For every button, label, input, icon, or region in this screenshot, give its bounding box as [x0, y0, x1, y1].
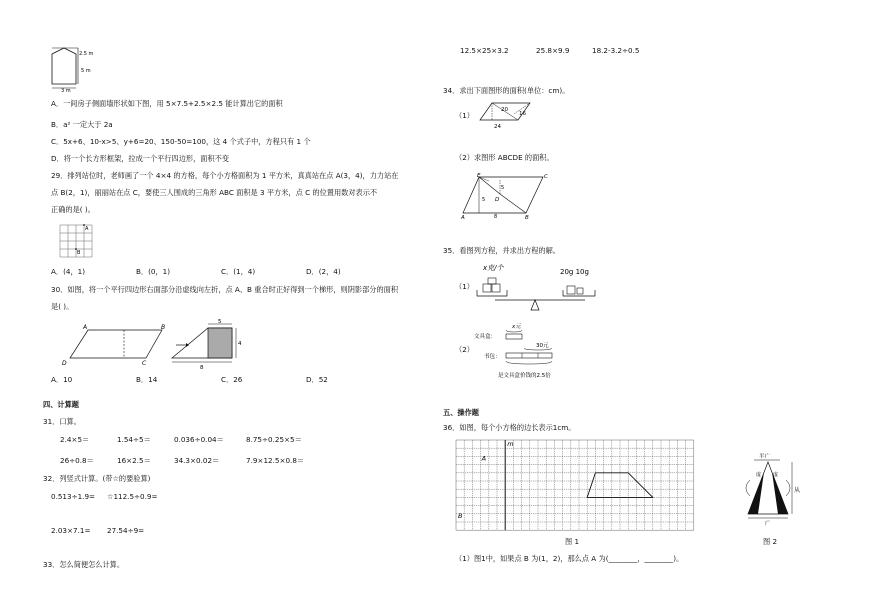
q34-label-a: A — [461, 215, 465, 221]
q30-label-side: 4 — [238, 341, 242, 347]
q30-option-b: B．14 — [136, 375, 158, 384]
q34-fig1-c: 24 — [494, 124, 501, 130]
q29-point-a: A — [85, 226, 89, 232]
q30-label-top: 5 — [218, 319, 222, 325]
q33-expr-3: 18.2-3.2÷0.5 — [592, 46, 640, 55]
q35-caption: 是文具盒价钱的2.5倍 — [498, 373, 551, 379]
q30-label-a: A — [83, 324, 88, 331]
q36-xu-2: 虚 — [773, 472, 779, 478]
q31-title: 31．口算。 — [43, 417, 81, 426]
q31-r2c3: 34.3×0.02＝ — [174, 456, 220, 465]
q35-title: 35．看图列方程，并求出方程的解。 — [443, 246, 560, 255]
q30-label-d: D — [62, 360, 67, 367]
q36-xu-1: 虚 — [756, 472, 762, 478]
option-b: B．a² 一定大于 2a — [51, 120, 113, 129]
q34-label-b: B — [525, 215, 529, 221]
q34-abcde-figure — [458, 170, 558, 220]
q29-option-d: D．(2，4) — [306, 267, 341, 276]
label-point-a: A — [481, 454, 487, 463]
q32-r2c1: 2.03×7.1= — [51, 526, 91, 535]
option-c: C．5x+6、10-x>5、y+6=20、150-50=100，这 4 个式子中，方程只有 1 个 — [51, 137, 311, 146]
q30-line2: 是( )。 — [51, 302, 74, 311]
q36-halfguang: 半广 — [759, 454, 771, 460]
q34-fig1-b: 16 — [519, 111, 526, 117]
q35-balance-figure — [475, 262, 605, 318]
q33-title: 33．怎么简便怎么计算。 — [43, 560, 125, 569]
q34-label-c: C — [544, 174, 548, 180]
q31-r2c1: 26÷0.8＝ — [60, 456, 94, 465]
house-figure — [48, 44, 108, 94]
q30-option-a: A．10 — [51, 375, 73, 384]
q32-r2c2: 27.54÷9= — [107, 526, 145, 535]
q35-part2-label: （2） — [455, 345, 474, 354]
q35-barmodel-figure — [470, 320, 590, 382]
q32-title: 32．列竖式计算。(带☆的要验算) — [43, 474, 151, 483]
house-label-bottom: 3 m — [61, 88, 71, 94]
q33-expr-1: 12.5×25×3.2 — [460, 46, 509, 55]
q33-expr-2: 25.8×9.9 — [536, 46, 570, 55]
q36-guang: 广 — [765, 521, 771, 527]
q31-r1c1: 2.4×5＝ — [60, 435, 90, 444]
q31-r2c4: 7.9×12.5×0.8＝ — [246, 456, 305, 465]
q34-label-n1: 5 — [501, 185, 505, 191]
q30-label-c: C — [142, 360, 147, 367]
q34-label-n2: 5 — [482, 197, 486, 203]
q34-parallelogram — [478, 100, 538, 132]
q31-r1c3: 0.036÷0.04＝ — [174, 435, 224, 444]
q34-label-e: E — [477, 173, 481, 179]
section-5-title: 五、操作题 — [443, 408, 479, 417]
label-m: m — [507, 440, 514, 448]
q36-cong: 从 — [794, 487, 801, 494]
q32-r1c1: 0.513÷1.9= — [51, 492, 96, 501]
q29-line1: 29．排列站位时，老师画了一个 4×4 的方格，每个小方格面积为 1 平方米，真真站在点 A(3，4)，力力站在 — [51, 171, 399, 180]
house-label-top: 2.5 m — [79, 51, 94, 57]
q36-caption-1: 图 1 — [565, 537, 580, 546]
q36-caption-2: 图 2 — [763, 537, 778, 546]
house-label-side: 5 m — [81, 68, 91, 74]
q29-option-b: B．(0，1) — [136, 267, 171, 276]
q30-figure — [58, 318, 258, 370]
q35-sanshi: 30元 — [536, 343, 549, 349]
q34-part2-label: （2）求图形 ABCDE 的面积。 — [455, 153, 554, 162]
q34-label-d: D — [495, 197, 500, 203]
q30-label-b: B — [161, 324, 166, 331]
q30-option-d: D．52 — [306, 375, 328, 384]
q29-grid — [58, 223, 98, 263]
q30-line1: 30．如图，将一个平行四边形右面部分沿虚线向左折，点 A、B 重合时正好得到一个梯形，则阴影部分的面积 — [51, 285, 399, 294]
q34-fig1-a: 20 — [501, 107, 508, 113]
q35-box-label: 文具盒： — [474, 334, 497, 340]
q30-label-bottom: 8 — [200, 365, 204, 371]
q35-bag-label: 书包： — [484, 354, 501, 360]
q29-option-a: A．(4，1) — [51, 267, 86, 276]
q35-xyuan: x元 — [512, 324, 521, 330]
q36-title: 36．如图，每个小方格的边长表示1cm。 — [443, 423, 576, 432]
q31-r1c2: 1.54÷5＝ — [117, 435, 151, 444]
q30-option-c: C．26 — [221, 375, 243, 384]
q31-r1c4: 8.75÷0.25×5＝ — [246, 435, 302, 444]
q36-grid-figure — [454, 438, 702, 536]
q29-line2: 点 B(2，1)，丽丽站在点 C，要使三人围成的三角形 ABC 面积是 3 平方米，点 C 的位置用数对表示不 — [51, 188, 378, 197]
q29-line3: 正确的是( )。 — [51, 205, 95, 214]
q34-part1-label: （1） — [455, 111, 474, 120]
option-a: A．一间房子侧面墙形状如下图，用 5×7.5+2.5×2.5 能计算出它的面积 — [51, 99, 283, 108]
label-point-b: B — [458, 511, 463, 520]
q29-option-c: C．(1，4) — [221, 267, 256, 276]
q36-part1: （1）图1中，如果点 B 为(1，2)，那么点 A 为(________，________)。 — [455, 554, 684, 563]
q34-title: 34．求出下面图形的面积(单位：cm)。 — [443, 86, 570, 95]
q31-r2c2: 16×2.5＝ — [117, 456, 151, 465]
section-4-title: 四、计算题 — [43, 400, 79, 409]
q35-part1-label: （1） — [455, 282, 474, 291]
q29-point-b: B — [77, 250, 81, 256]
q36-figure-2 — [740, 450, 800, 536]
q34-label-n3: 8 — [494, 214, 498, 220]
q32-r1c2: ☆112.5÷0.9= — [107, 492, 158, 501]
q35-left-label: x克/个 — [483, 264, 504, 272]
option-d: D．将一个长方形框架，拉成一个平行四边形，面积不变 — [51, 154, 230, 163]
q35-right-label: 20g 10g — [560, 268, 589, 276]
